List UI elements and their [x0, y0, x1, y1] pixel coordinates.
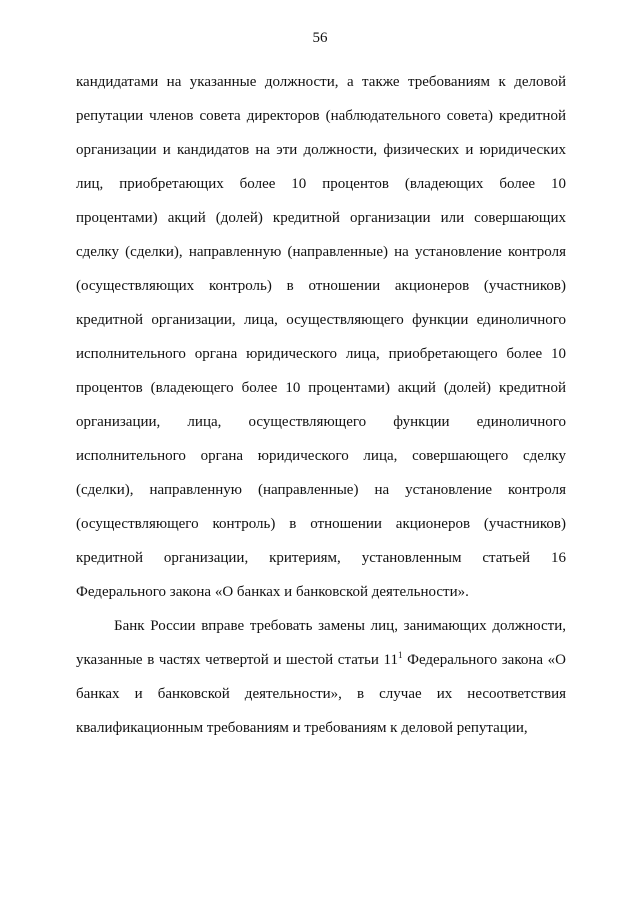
article-superscript: 1 [397, 650, 403, 660]
paragraph-2-text-end: Федерального закона «О банках и банковской деятельности», в случае их несоответствия квалификационным требованиям и требованиям к деловой репутации, [76, 652, 566, 736]
paragraph-2-text-start: Банк России вправе требовать замены лиц, занимающих должности, указанные в частях четвертой и шестой статьи 11 [76, 618, 566, 668]
document-body [76, 65, 566, 745]
paragraph-2 [76, 609, 566, 745]
paragraph-1: кандидатами на указанные должности, а также требованиям к деловой репутации членов совета директоров (наблюдательного совета) кредитной организации и кандидатов на эти должности, физических и юридических лиц, приобретающих более 10 процентов (владеющих более 10 процентами) акций (долей) кредитной организации или совершающих сделку (сделки), направленную (направленные) на установление контроля (осуществляющих контроль) в отношении акционеров (участников) кредитной организации, лица, осуществляющего функции единоличного исполнительного органа юридического лица, приобретающего более 10 процентов (владеющего более 10 процентами) акций (долей) кредитной организации, лица, осуществляющего функции единоличного исполнительного органа юридического лица, совершающего сделку (сделки), направленную (направленные) на установление контроля (осуществляющего контроль) в отношении акционеров (участников) кредитной организации, критериям, установленным статьей 16 Федерального закона «О банках и банковской деятельности». [76, 74, 566, 600]
page-number: 56 [312, 30, 328, 46]
